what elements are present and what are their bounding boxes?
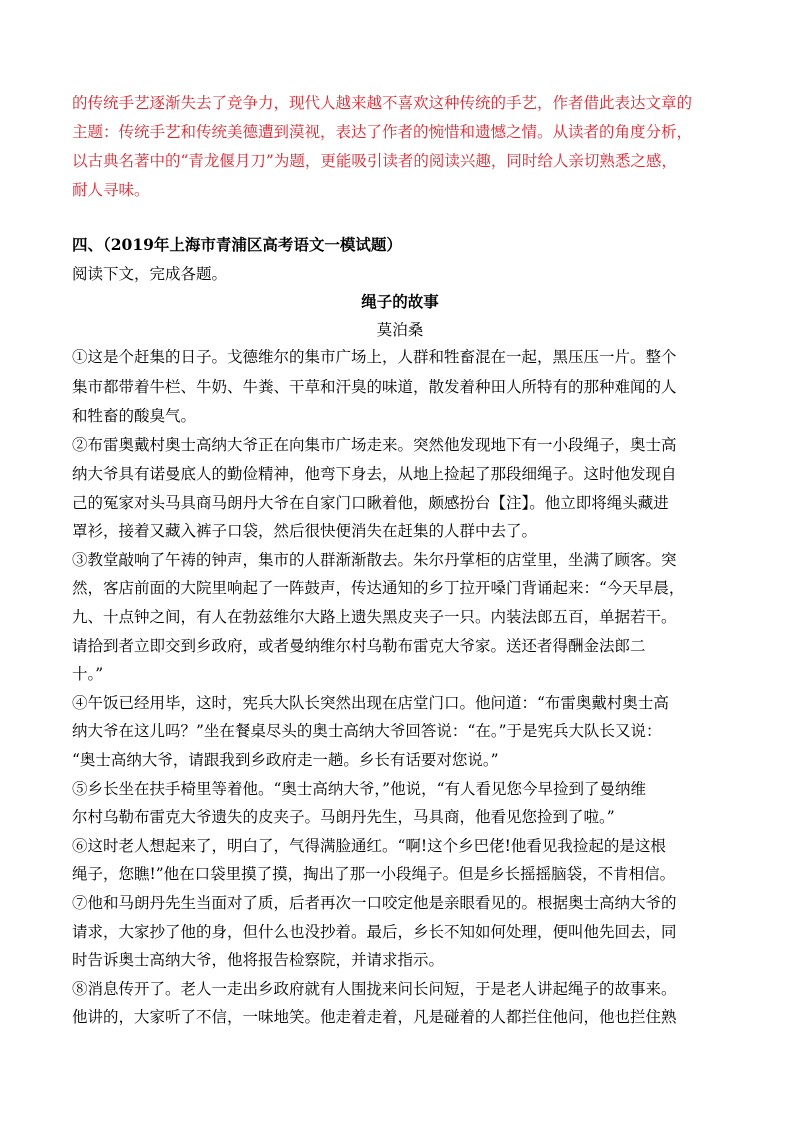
article-line: 纳大爷在这儿吗？”坐在餐桌尽头的奥士高纳大爷回答说：“在。”于是宪兵大队长又说：: [72, 722, 662, 740]
article-line: 十。”: [72, 665, 104, 683]
article-line: 和牲畜的酸臭气。: [72, 407, 197, 425]
answer-line-4: 耐人寻味。: [72, 181, 150, 199]
article-line: 罩衫，接着又藏入裤子口袋，然后很快便消失在赶集的人群中去了。: [72, 522, 538, 540]
article-line: 纳大爷具有诺曼底人的勤俭精神，他弯下身去，从地上捡起了那段细绳子。这时他发现自: [72, 465, 677, 483]
section-instruction: 阅读下文，完成各题。: [72, 265, 228, 283]
article-line: 他讲的，大家听了不信，一味地笑。他走着走着，凡是碰着的人都拦住他问，他也拦住熟: [72, 1008, 677, 1026]
article-line: 绳子，您瞧!”他在口袋里摸了摸，掏出了那一小段绳子。但是乡长摇摇脑袋，不肯相信。: [72, 865, 676, 883]
article-line: 时告诉奥士高纳大爷，他将报告检察院，并请求指示。: [72, 951, 445, 969]
article-author: 莫泊桑: [376, 321, 424, 339]
article-line: ②布雷奥戴村奥士高纳大爷正在向集市广场走来。突然他发现地下有一小段绳子，奥士高: [72, 436, 677, 454]
article-line: 九、十点钟之间，有人在勃兹维尔大路上遗失黑皮夹子一只。内装法郎五百，单据若干。: [72, 608, 677, 626]
article-line: 然，客店前面的大院里响起了一阵鼓声，传达通知的乡丁拉开嗓门背诵起来：“今天早晨，: [72, 579, 685, 597]
section-heading: 四、（2019年上海市青浦区高考语文一模试题）: [72, 235, 402, 254]
article-line: 请求，大家抄了他的身，但什么也没抄着。最后，乡长不知如何处理，便叫他先回去，同: [72, 923, 677, 941]
article-line: “奥士高纳大爷，请跟我到乡政府走一趟。乡长有话要对您说。”: [72, 751, 499, 769]
article-line: 尔村乌勒布雷克大爷遗失的皮夹子。马朗丹先生，马具商，他看见您捡到了啦。”: [72, 808, 615, 826]
article-line: ③教堂敲响了午祷的钟声，集市的人群渐渐散去。朱尔丹掌柜的店堂里，坐满了顾客。突: [72, 551, 677, 569]
answer-line-3: 以古典名著中的“青龙偃月刀”为题，更能吸引读者的阅读兴趣，同时给人亲切熟悉之感，: [72, 152, 677, 170]
article-title: 绳子的故事: [361, 292, 439, 311]
article-line: ⑤乡长坐在扶手椅里等着他。“奥士高纳大爷，”他说，“有人看见您今早捡到了曼纳维: [72, 780, 647, 798]
article-line: ⑥这时老人想起来了，明白了，气得满脸通红。“啊!这个乡巴佬!他看见我捡起的是这根: [72, 837, 666, 855]
article-line: 己的冤家对头马具商马朗丹大爷在自家门口瞅着他，颇感扮台【注】。他立即将绳头藏进: [72, 494, 669, 512]
answer-line-1: 的传统手艺逐渐失去了竞争力，现代人越来越不喜欢这种传统的手艺，作者借此表达文章的: [72, 94, 693, 112]
article-line: ①这是个赶集的日子。戈德维尔的集市广场上，人群和牲畜混在一起，黑压压一片。整个: [72, 348, 677, 366]
answer-line-2: 主题：传统手艺和传统美德遭到漠视，表达了作者的惋惜和遗憾之情。从读者的角度分析，: [72, 123, 693, 141]
article-line: ⑦他和马朗丹先生当面对了质，后者再次一口咬定他是亲眼看见的。根据奥士高纳大爷的: [72, 894, 677, 912]
article-line: ④午饭已经用毕，这时，宪兵大队长突然出现在店堂门口。他问道：“布雷奥戴村奥士高: [72, 694, 669, 712]
article-line: 请拾到者立即交到乡政府，或者曼纳维尔村乌勒布雷克大爷家。送还者得酬金法郎二: [72, 637, 646, 655]
article-line: 集市都带着牛栏、牛奶、牛粪、干草和汗臭的味道，散发着种田人所特有的那种难闻的人: [72, 378, 677, 396]
article-line: ⑧消息传开了。老人一走出乡政府就有人围拢来问长问短，于是老人讲起绳子的故事来。: [72, 980, 677, 998]
